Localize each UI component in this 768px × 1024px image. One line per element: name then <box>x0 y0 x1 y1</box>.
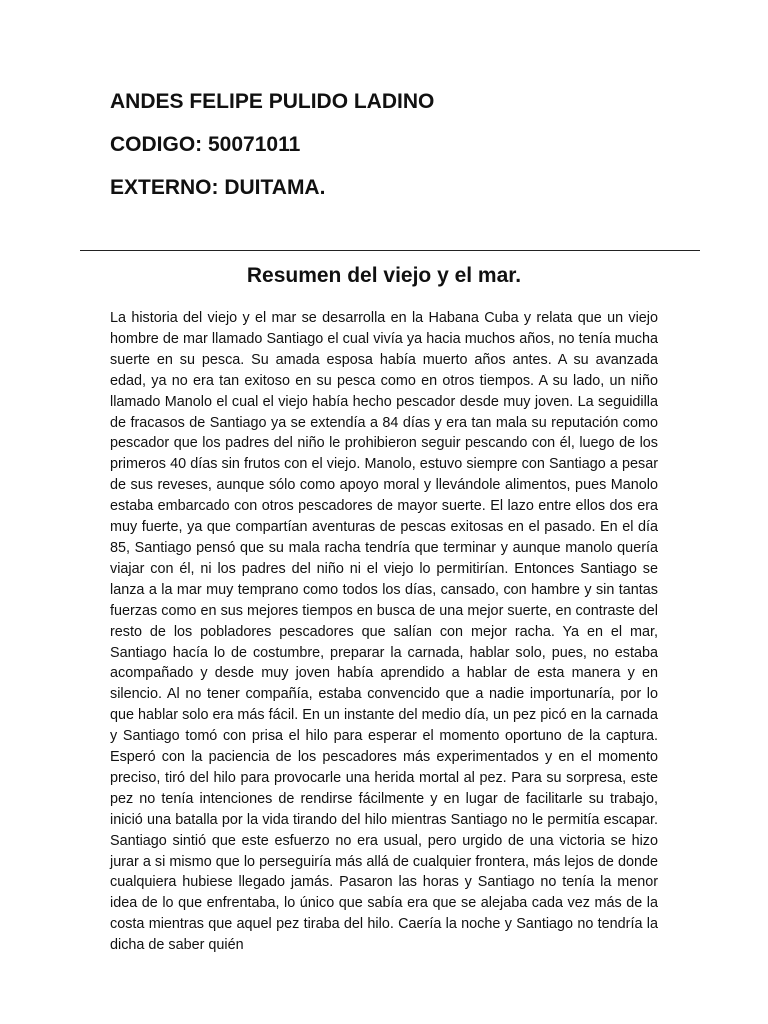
student-code: CODIGO: 50071011 <box>110 133 301 156</box>
document-body: La historia del viejo y el mar se desarrolla en la Habana Cuba y relata que un viejo hombre de mar llamado Santiago el cual vivía ya hacia muchos años, no tenía mucha suerte en su pesca. Su amada esposa había muerto años antes. A su avanzada edad, ya no era tan exitoso en su pesca como en otros tiempos. A su lado, un niño llamado Manolo el cual el viejo había hecho pescador desde muy joven. La seguidilla de fracasos de Santiago ya se extendía a 84 días y era tan mala su reputación como pescador que los padres del niño le prohibieron seguir pescando con él, luego de los primeros 40 días sin frutos con el viejo. Manolo, estuvo siempre con Santiago a pesar de sus reveses, aunque sólo como apoyo moral y llevándole alimentos, pues Manolo estaba embarcado con otros pescadores de mayor suerte. El lazo entre ellos dos era muy fuerte, ya que compartían aventuras de pescas exitosas en el pasado. En el día 85, Santiago pensó que su mala racha tendría que terminar y aunque manolo quería viajar con él, ni los padres del niño ni el viejo lo permitirían. Entonces Santiago se lanza a la mar muy temprano como todos los días, cansado, con hambre y sin tantas fuerzas como en sus mejores tiempos en busca de una mejor suerte, en contraste del resto de los pobladores pescadores que salían con mejor racha. Ya en el mar, Santiago hacía lo de costumbre, preparar la carnada, hablar solo, pues, no estaba acompañado y desde muy joven había aprendido a hablar de esta manera y en silencio. Al no tener compañía, estaba convencido que a nadie importunaría, por lo que hablar solo era más fácil. En un instante del medio día, un pez picó en la carnada y Santiago tomó con prisa el hilo para esperar el momento oportuno de la captura. Esperó con la paciencia de los pescadores más experimentados y en el momento preciso, tiró del hilo para provocarle una herida mortal al pez. Para su sorpresa, este pez no tenía intenciones de rendirse fácilmente y en lugar de facilitarle su trabajo, inició una batalla por la vida tirando del hilo mientras Santiago no le permitía escapar. Santiago sintió que este esfuerzo no era usual, pero urgido de una victoria se hizo jurar a si mismo que lo perseguiría más allá de cualquier frontera, más lejos de donde cualquiera hubiese llegado jamás. Pasaron las horas y Santiago no tenía la menor idea de lo que enfrentaba, lo único que sabía era que se alejaba cada vez más de la costa mientras que aquel pez tiraba del hilo. Caería la noche y Santiago no tendría la dicha de saber quién <box>110 310 658 954</box>
document-title: Resumen del viejo y el mar. <box>246 264 522 287</box>
author-name: ANDES FELIPE PULIDO LADINO <box>110 90 435 113</box>
author-header <box>110 88 434 217</box>
student-location: EXTERNO: DUITAMA. <box>110 176 326 199</box>
header-divider <box>80 250 700 251</box>
